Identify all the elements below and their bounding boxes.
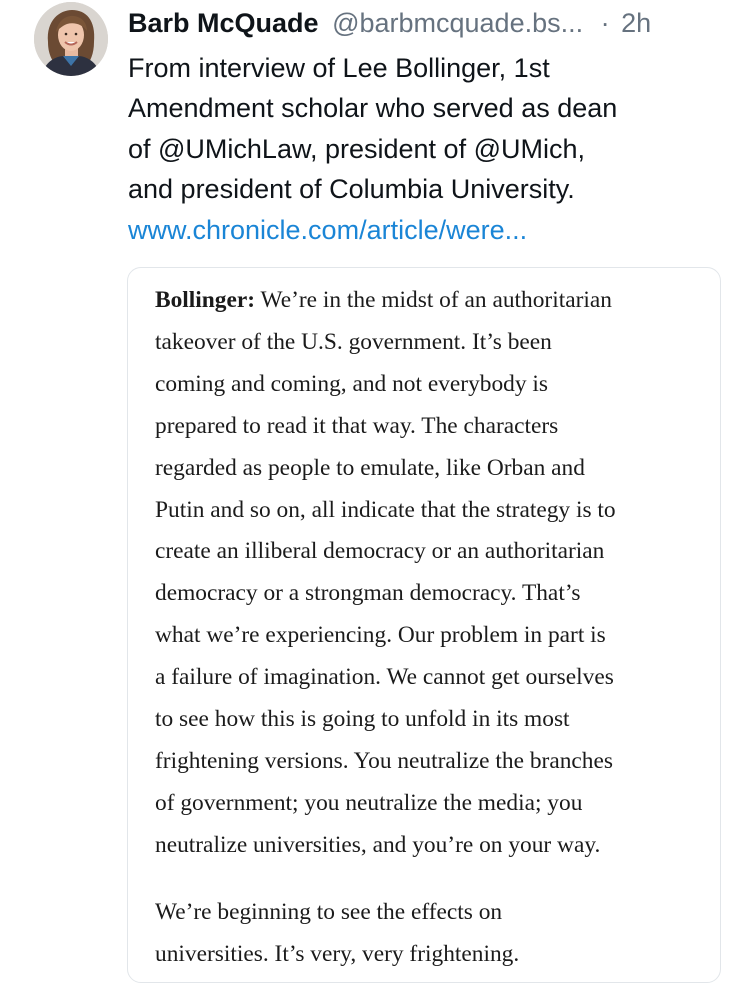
quote-line: what we’re experiencing. Our problem in part is — [155, 622, 606, 649]
author-handle[interactable]: @barbmcquade.bs... — [332, 8, 584, 38]
quote-line: neutralize universities, and you’re on your way. — [155, 831, 601, 858]
post-timestamp[interactable]: 2h — [621, 8, 652, 38]
quote-line: to see how this is going to unfold in its most — [155, 706, 570, 733]
quote-line: of government; you neutralize the media; you — [155, 789, 583, 816]
quote-line: coming and coming, and not everybody is — [155, 370, 549, 397]
author-name[interactable]: Barb McQuade — [128, 8, 319, 38]
quote-line: We’re beginning to see the effects on — [155, 898, 503, 925]
paragraph-gap — [155, 867, 715, 892]
quote-image-card[interactable] — [127, 267, 721, 983]
post-text-line: From interview of Lee Bollinger, 1st — [128, 53, 550, 83]
quote-line: prepared to read it that way. The characters — [155, 412, 559, 439]
quote-line: frightening versions. You neutralize the branches — [155, 747, 613, 774]
post-text-line: and president of Columbia University. — [128, 174, 575, 205]
quote-text — [155, 280, 715, 976]
time-separator: · — [600, 8, 610, 38]
quote-line: Putin and so on, all indicate that the strategy is to — [155, 496, 616, 523]
post-body — [128, 48, 728, 250]
post-text-line: Amendment scholar who served as dean — [128, 93, 618, 124]
quote-line: takeover of the U.S. government. It’s been — [155, 328, 552, 355]
quote-line — [155, 280, 715, 322]
quote-line: a failure of imagination. We cannot get ourselves — [155, 664, 614, 691]
quote-speaker: Bollinger: — [155, 287, 256, 313]
avatar-photo-icon — [34, 2, 108, 76]
article-link[interactable]: www.chronicle.com/article/were... — [128, 214, 528, 245]
quote-first-line: We’re in the midst of an authoritarian — [255, 287, 612, 313]
quote-line: create an illiberal democracy or an authoritarian — [155, 538, 605, 565]
quote-line: universities. It’s very, very frightening. — [155, 940, 520, 967]
post-header — [128, 6, 728, 40]
quote-line: regarded as people to emulate, like Orban and — [155, 454, 585, 481]
quote-line: democracy or a strongman democracy. That’s — [155, 580, 581, 607]
post-text-line: of @UMichLaw, president of @UMich, — [128, 133, 585, 164]
author-avatar[interactable] — [34, 2, 108, 76]
